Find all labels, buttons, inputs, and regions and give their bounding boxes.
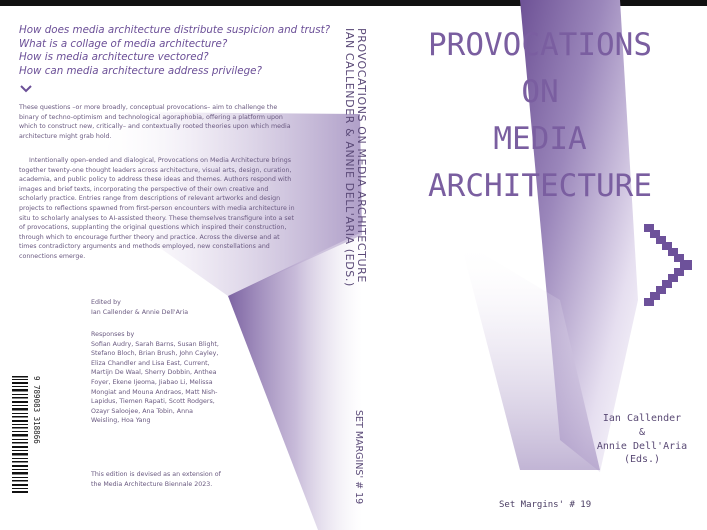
title-line-2: ON [521, 74, 559, 110]
chevron-down-icon [19, 84, 33, 94]
question-2: What is a collage of media architecture? [19, 37, 228, 50]
spine-title: PROVOCATIONS ON MEDIA ARCHITECTURE [355, 28, 368, 283]
barcode [12, 374, 41, 496]
question-4: How can media architecture address privilege? [19, 64, 262, 77]
edited-by [91, 298, 223, 317]
editors-names: Ian Callender & Annie Dell'Aria [91, 308, 189, 316]
front-authors [590, 412, 694, 467]
book-title [395, 22, 685, 210]
edited-by-label: Edited by [91, 299, 121, 306]
question-1: How does media architecture distribute suspicion and trust? [19, 24, 331, 36]
edition-note: This edition is devised as an extension of the Media Architecture Biennale 2023. [91, 471, 221, 488]
responses-by [91, 330, 223, 426]
responders-list: Sofian Audry, Sarah Barns, Susan Blight, Stefano Bloch, Brian Brush, John Cayley, Eliza Chandler and Lisa East, Current, Martijn De Waal, Sherry Dobbin, Anthea Foyer, Ekene Ijeoma, Jiabao Li, Melissa Mongiat and Mouna Andraos, Matt Nish-Lapidus, Tiemen Rapati, Scott Rodgers, Ozayr Saloojee, Ana Tobin, Anna Weisling, Hoa Yang [91, 340, 219, 425]
author-ampersand: & [638, 426, 646, 438]
title-line-3: MEDIA [493, 121, 587, 157]
question-3: How is media architecture vectored? [19, 51, 209, 64]
author-1: Ian Callender [602, 413, 682, 424]
title-line-1: PROVOCATIONS [428, 27, 652, 63]
questions-list [19, 24, 331, 78]
author-2: Annie Dell'Aria [596, 440, 688, 452]
spine-series: SET MARGINS' # 19 [353, 410, 364, 505]
intro-paragraph: These questions –or more broadly, conceptual provocations– aim to challenge the binary of techno-optimism and technological agoraphobia, offering a platform upon which to construct new, critically– and contextually rooted theories upon which media architecture might grab hold. [19, 104, 291, 140]
description-paragraph: Intentionally open-ended and dialogical, Provocations on Media Architecture brings together twenty-one thought leaders across architecture, visual arts, design, curation, academia, and public policy to address these ideas and themes. Authors respond with images and brief texts, incorporating the perspective of their own creative and scholarly practice. Entries range from descriptions of relevant artworks and design projects to reflections spawned from first-person encounters with media architecture in situ to scholarly analyses to AI-assisted theory. These themselves transfigure into a set of provocations, supplanting the original questions which inspired their construction, through which to encourage further theory and practice. Across the diverse and at times contradictory arguments and methods employed, new constellations and connections emerge. [19, 157, 295, 260]
title-line-4: ARCHITECTURE [428, 168, 652, 204]
spine-editors: IAN CALLENDER & ANNIE DELL'ARIA (EDS.) [343, 28, 356, 287]
isbn-number: 9 789083 318866 [32, 376, 41, 444]
author-eds: (Eds.) [623, 454, 661, 466]
pixel-chevron-right-icon [636, 224, 698, 308]
front-series: Set Margins' # 19 [499, 500, 592, 510]
responses-label: Responses by [91, 331, 135, 338]
